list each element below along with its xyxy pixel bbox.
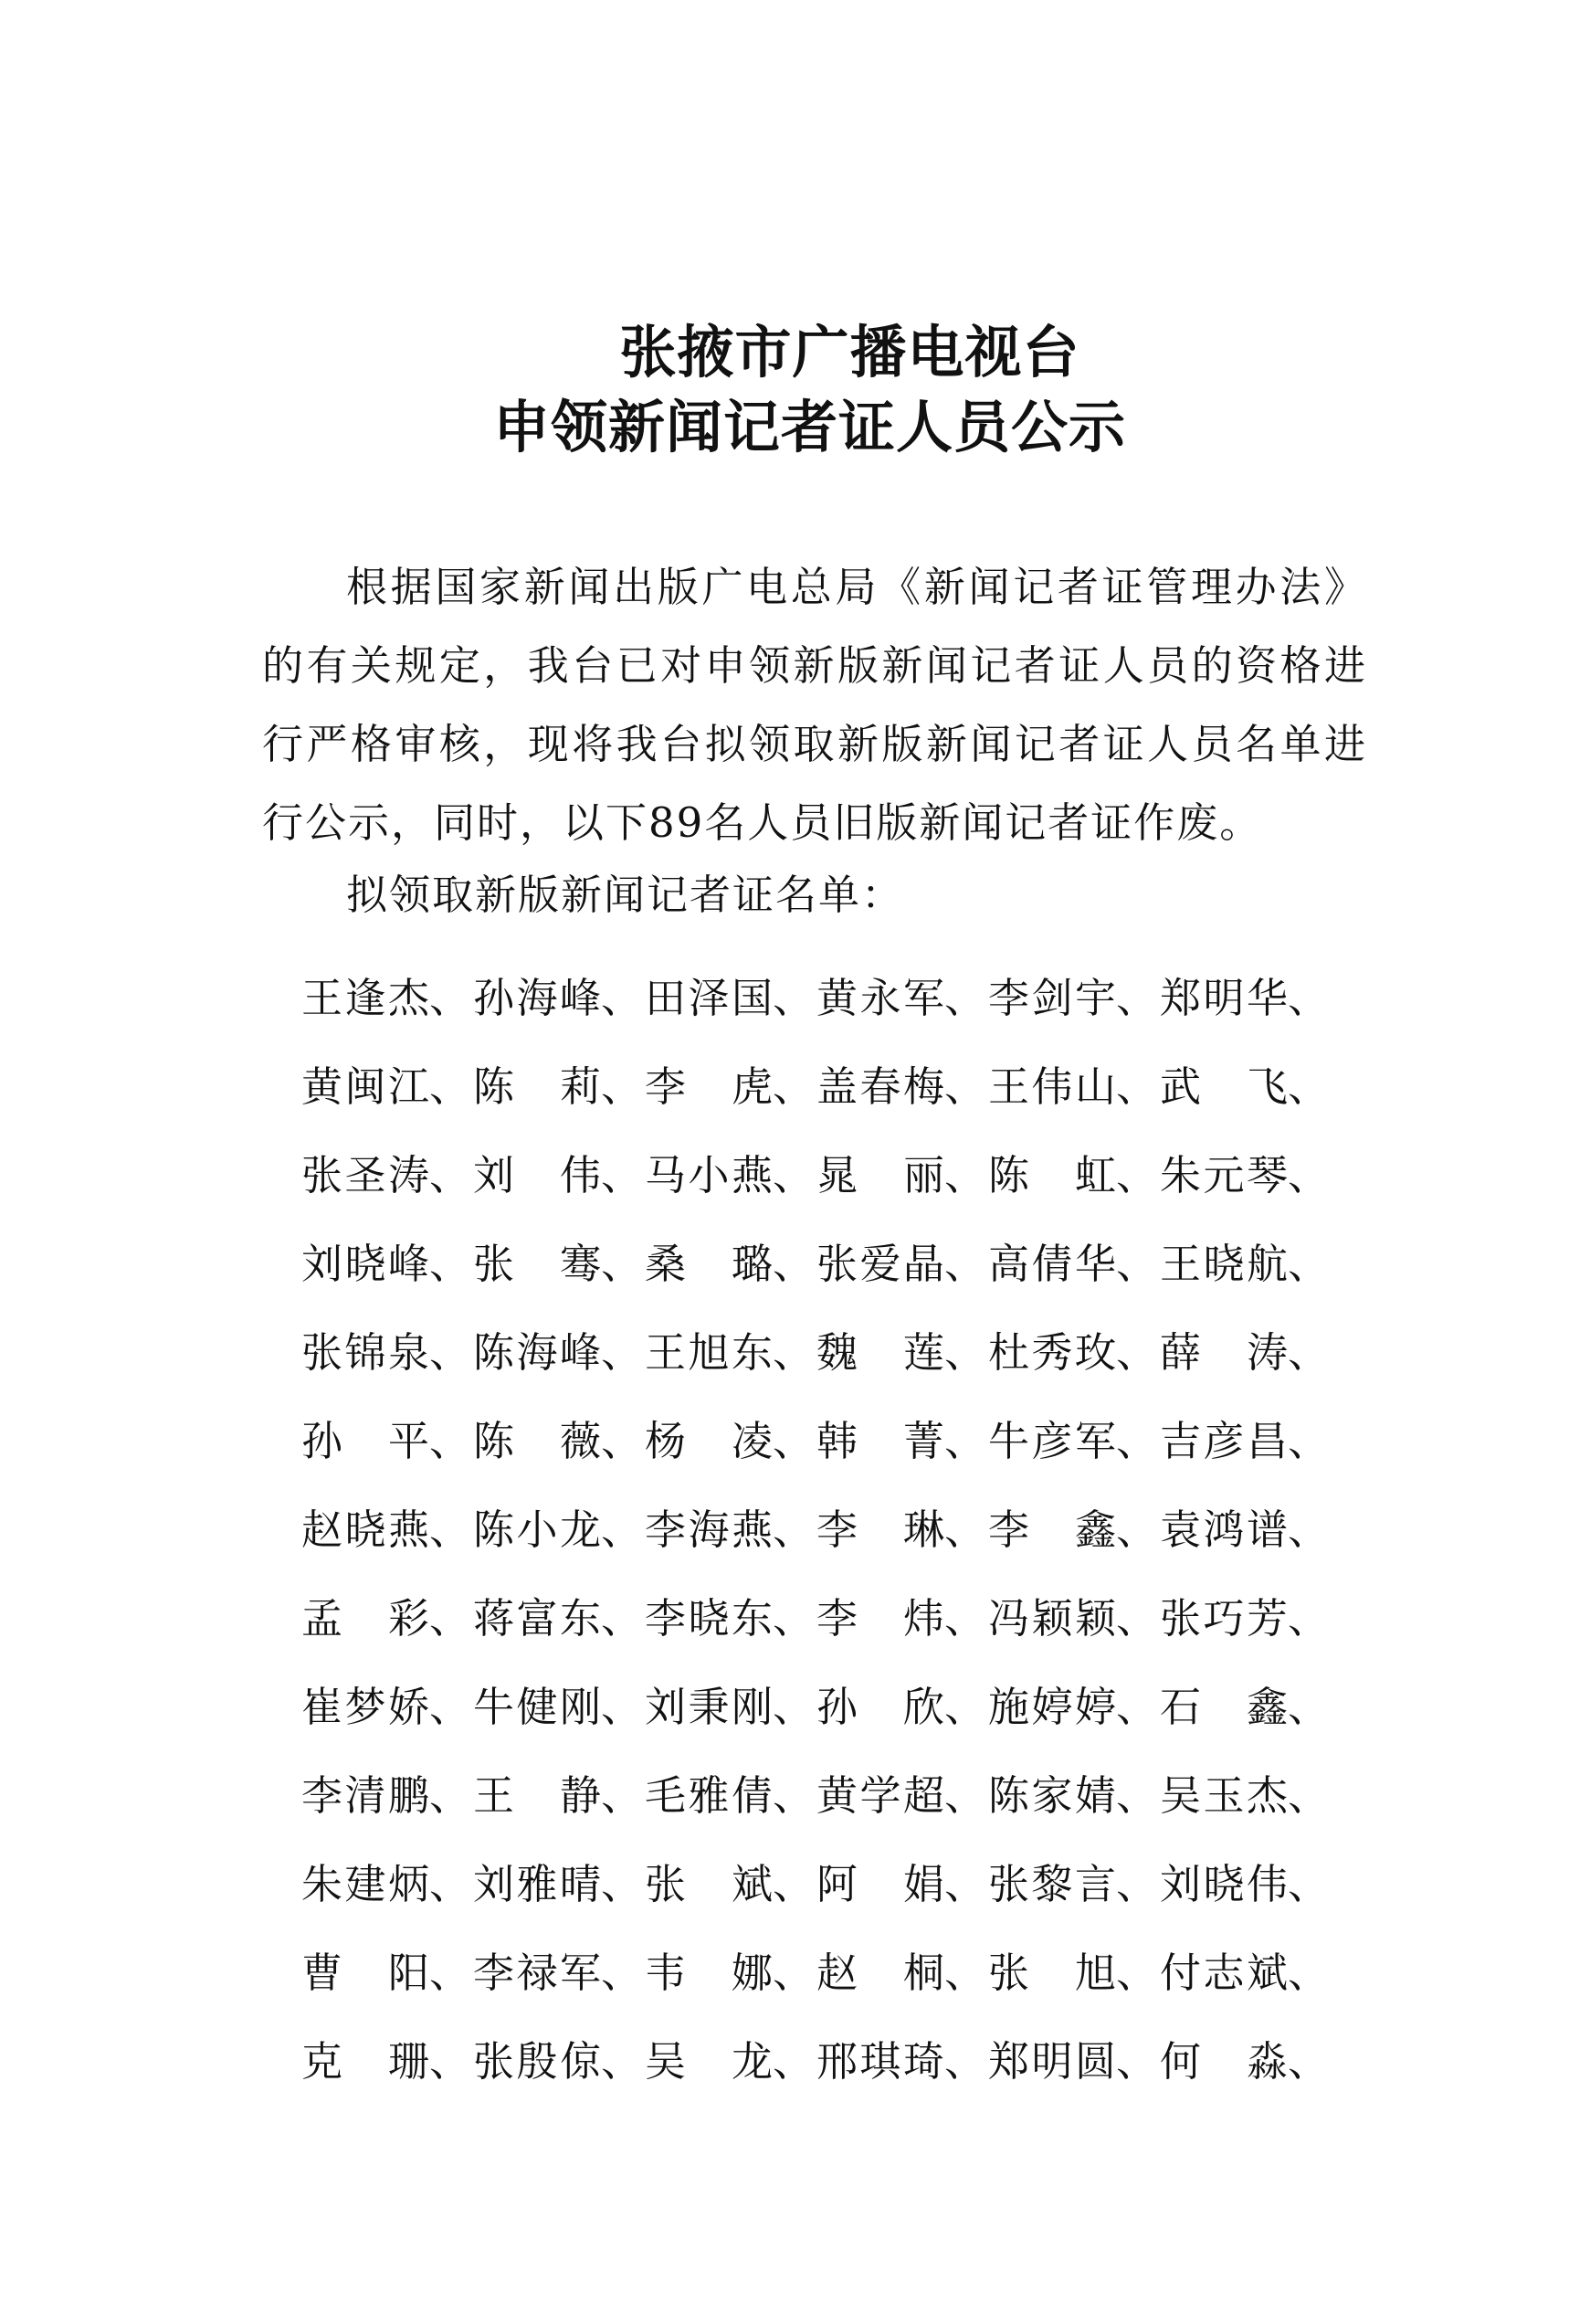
person-name: 施婷婷 [988, 1683, 1116, 1731]
name-list-item [645, 1836, 816, 1925]
name-separator: 、 [1116, 2037, 1158, 2086]
name-separator: 、 [944, 1860, 986, 1908]
person-name: 张爱晶 [816, 1240, 944, 1288]
name-separator: 、 [944, 974, 986, 1022]
person-name: 张斌 [645, 1860, 773, 1908]
person-name: 李海燕 [645, 1505, 773, 1554]
person-name: 张黎言 [988, 1860, 1116, 1908]
person-name: 牛健刚 [473, 1683, 601, 1731]
name-separator: 、 [429, 1771, 471, 1820]
name-list-item [988, 2013, 1160, 2102]
name-list-item [473, 1482, 645, 1570]
name-list [301, 950, 1332, 2102]
name-list-item [1160, 1127, 1332, 1216]
name-separator: 、 [601, 1949, 643, 1997]
document-title-line-1: 张掖市广播电视台 [619, 319, 1080, 386]
name-list-item [988, 1127, 1160, 1216]
name-separator: 、 [773, 1860, 815, 1908]
person-name: 赵桐 [816, 1949, 944, 1997]
name-list-item [1160, 1836, 1332, 1925]
name-list-item [1160, 1482, 1332, 1570]
intro-paragraph: 根据国家新闻出版广电总局《新闻记者证管理办法》的有关规定，我台已对申领新版新闻记者证人员的资格进行严格审核，现将我台拟领取新版新闻记者证人员名单进行公示，同时，以下89名人员旧版新闻记者证作废。 [262, 563, 1367, 847]
name-list-item [1160, 1748, 1332, 1836]
person-name: 韦娜 [645, 1949, 773, 1997]
person-name: 刘秉刚 [645, 1683, 773, 1731]
name-separator: 、 [1116, 1771, 1158, 1820]
person-name: 郑明华 [1160, 974, 1288, 1022]
name-list-item [301, 1659, 473, 1748]
name-list-item [816, 1748, 988, 1836]
person-name: 田泽国 [645, 974, 773, 1022]
document-title-line-2: 申领新闻记者证人员公示 [492, 394, 1126, 460]
person-name: 黄闽江 [301, 1062, 429, 1111]
name-list-item [645, 1216, 816, 1305]
name-list-item [1160, 1659, 1332, 1748]
name-separator: 、 [601, 1860, 643, 1908]
name-separator: 、 [601, 1771, 643, 1820]
name-list-item [816, 950, 988, 1039]
name-list-item [816, 1305, 988, 1393]
person-name: 吴龙 [645, 2037, 773, 2086]
person-name: 冯颖颖 [988, 1594, 1116, 1643]
name-separator: 、 [1288, 1594, 1330, 1643]
person-name: 陈小龙 [473, 1505, 601, 1554]
person-name: 刘伟 [473, 1151, 601, 1199]
name-separator: 、 [1288, 974, 1330, 1022]
name-separator: 、 [1116, 1505, 1158, 1554]
name-separator: 、 [773, 1771, 815, 1820]
name-list-item [1160, 1570, 1332, 1659]
person-name: 李禄军 [473, 1949, 601, 1997]
name-separator: 、 [601, 1328, 643, 1377]
name-list-item [473, 1127, 645, 1216]
name-list-item [473, 1216, 645, 1305]
name-separator: 、 [429, 1949, 471, 1997]
person-name: 毛雅倩 [645, 1771, 773, 1820]
person-name: 李炜 [816, 1594, 944, 1643]
name-list-item [816, 1659, 988, 1748]
person-name: 陈薇 [473, 1417, 601, 1465]
name-list-item [301, 950, 473, 1039]
name-separator: 、 [944, 1151, 986, 1199]
name-separator: 、 [773, 2037, 815, 2086]
person-name: 牛彦军 [988, 1417, 1116, 1465]
name-list-item [301, 1570, 473, 1659]
person-name: 朱元琴 [1160, 1151, 1288, 1199]
name-list-item [988, 1482, 1160, 1570]
name-list-item [301, 1482, 473, 1570]
name-list-item [301, 1748, 473, 1836]
name-separator: 、 [1116, 1062, 1158, 1111]
person-name: 崔梦娇 [301, 1683, 429, 1731]
name-separator: 、 [1116, 974, 1158, 1022]
person-name: 李晓东 [645, 1594, 773, 1643]
name-separator: 、 [1288, 1860, 1330, 1908]
name-list-item [1160, 1216, 1332, 1305]
person-name: 王旭东 [645, 1328, 773, 1377]
name-separator: 、 [429, 1860, 471, 1908]
name-list-item [301, 1039, 473, 1127]
name-list-item [1160, 1305, 1332, 1393]
name-separator: 、 [601, 1240, 643, 1288]
name-list-item [645, 1659, 816, 1748]
name-list-item [988, 1305, 1160, 1393]
name-list-item [473, 1748, 645, 1836]
person-name: 郑明圆 [988, 2037, 1116, 2086]
name-list-item [645, 1393, 816, 1482]
person-name: 张殷倞 [473, 2037, 601, 2086]
person-name: 陈家婧 [988, 1771, 1116, 1820]
person-name: 袁鸿谱 [1160, 1505, 1288, 1554]
person-name: 石鑫 [1160, 1683, 1288, 1731]
name-separator: 、 [773, 1949, 815, 1997]
name-list-item [1160, 1925, 1332, 2013]
name-list-item [988, 1039, 1160, 1127]
person-name: 盖春梅 [816, 1062, 944, 1111]
name-separator: 、 [944, 1328, 986, 1377]
person-name: 邢琪琦 [816, 2037, 944, 2086]
name-list-item [988, 1393, 1160, 1482]
name-separator: 、 [773, 1505, 815, 1554]
name-separator: 、 [601, 1683, 643, 1731]
name-separator: 、 [773, 1240, 815, 1288]
name-list-item [988, 1570, 1160, 1659]
person-name: 陈海峰 [473, 1328, 601, 1377]
name-list-item [645, 1305, 816, 1393]
name-separator: 、 [1288, 1417, 1330, 1465]
person-name: 何淼 [1160, 2037, 1288, 2086]
person-name: 薛涛 [1160, 1328, 1288, 1377]
name-list-item [473, 950, 645, 1039]
name-separator: 、 [601, 1594, 643, 1643]
person-name: 王静 [473, 1771, 601, 1820]
name-separator: 、 [1116, 1594, 1158, 1643]
name-separator: 、 [1288, 1771, 1330, 1820]
name-separator: 、 [429, 1683, 471, 1731]
name-list-item [645, 1039, 816, 1127]
name-separator: 、 [773, 1151, 815, 1199]
person-name: 孙海峰 [473, 974, 601, 1022]
name-separator: 、 [429, 1328, 471, 1377]
name-separator: 、 [1288, 2037, 1330, 2086]
name-list-item [645, 1925, 816, 2013]
name-separator: 、 [429, 1151, 471, 1199]
name-list-item [473, 1836, 645, 1925]
name-list-item [1160, 1039, 1332, 1127]
name-list-item [473, 1039, 645, 1127]
person-name: 付志斌 [1160, 1949, 1288, 1997]
name-list-item [988, 1836, 1160, 1925]
name-list-item [301, 1127, 473, 1216]
name-separator: 、 [1288, 1240, 1330, 1288]
name-list-item [816, 2013, 988, 2102]
name-separator: 、 [429, 2037, 471, 2086]
name-list-item [1160, 950, 1332, 1039]
person-name: 马小燕 [645, 1151, 773, 1199]
name-separator: 、 [1288, 1683, 1330, 1731]
name-list-item [816, 1925, 988, 2013]
name-list-item [988, 950, 1160, 1039]
name-list-item [473, 1305, 645, 1393]
person-name: 武飞 [1160, 1062, 1288, 1111]
name-list-item [473, 1925, 645, 2013]
person-name: 刘晓峰 [301, 1240, 429, 1288]
person-name: 桑璐 [645, 1240, 773, 1288]
name-separator: 、 [1288, 1328, 1330, 1377]
person-name: 晁丽 [816, 1151, 944, 1199]
name-separator: 、 [1288, 1151, 1330, 1199]
name-separator: 、 [1116, 1417, 1158, 1465]
name-list-item [473, 1659, 645, 1748]
name-separator: 、 [429, 1505, 471, 1554]
name-separator: 、 [773, 1062, 815, 1111]
name-separator: 、 [429, 1240, 471, 1288]
name-separator: 、 [773, 1328, 815, 1377]
name-separator: 、 [429, 974, 471, 1022]
person-name: 李剑宇 [988, 974, 1116, 1022]
person-name: 阿娟 [816, 1860, 944, 1908]
person-name: 刘雅晴 [473, 1860, 601, 1908]
person-name: 张锦泉 [301, 1328, 429, 1377]
name-separator: 、 [944, 1505, 986, 1554]
person-name: 曹阳 [301, 1949, 429, 1997]
name-separator: 、 [1116, 1949, 1158, 1997]
name-separator: 、 [601, 1151, 643, 1199]
name-list-item [816, 1127, 988, 1216]
person-name: 李虎 [645, 1062, 773, 1111]
name-separator: 、 [601, 1417, 643, 1465]
name-list-item [816, 1039, 988, 1127]
person-name: 吉彦昌 [1160, 1417, 1288, 1465]
name-separator: 、 [773, 1683, 815, 1731]
person-name: 孙欣 [816, 1683, 944, 1731]
name-list-item [301, 1216, 473, 1305]
person-name: 王逢杰 [301, 974, 429, 1022]
name-separator: 、 [601, 974, 643, 1022]
name-separator: 、 [1116, 1860, 1158, 1908]
name-list-item [645, 2013, 816, 2102]
name-list-item [1160, 1393, 1332, 1482]
name-list-item [301, 1393, 473, 1482]
name-separator: 、 [429, 1062, 471, 1111]
person-name: 孙平 [301, 1417, 429, 1465]
name-separator: 、 [601, 2037, 643, 2086]
name-list-item [988, 1925, 1160, 2013]
name-list-item [816, 1570, 988, 1659]
name-separator: 、 [773, 1594, 815, 1643]
name-separator: 、 [1288, 1062, 1330, 1111]
name-list-item [816, 1482, 988, 1570]
name-separator: 、 [944, 1949, 986, 1997]
list-heading: 拟领取新版新闻记者证名单： [346, 871, 905, 919]
name-list-item [988, 1216, 1160, 1305]
name-list-item [816, 1216, 988, 1305]
person-name: 魏莲 [816, 1328, 944, 1377]
name-list-item [301, 1305, 473, 1393]
person-name: 陈虹 [988, 1151, 1116, 1199]
person-name: 张圣涛 [301, 1151, 429, 1199]
name-separator: 、 [429, 1417, 471, 1465]
name-list-item [645, 950, 816, 1039]
name-list-item [473, 1393, 645, 1482]
name-list-item [473, 2013, 645, 2102]
name-separator: 、 [1116, 1328, 1158, 1377]
name-separator: 、 [1288, 1949, 1330, 1997]
person-name: 孟彩 [301, 1594, 429, 1643]
name-separator: 、 [944, 1594, 986, 1643]
name-list-item [301, 1836, 473, 1925]
name-list-item [645, 1570, 816, 1659]
name-separator: 、 [944, 1683, 986, 1731]
name-list-item [816, 1393, 988, 1482]
name-list-item [816, 1836, 988, 1925]
person-name: 李清鹏 [301, 1771, 429, 1820]
name-separator: 、 [773, 974, 815, 1022]
name-list-item [645, 1127, 816, 1216]
name-separator: 、 [429, 1594, 471, 1643]
person-name: 克珊 [301, 2037, 429, 2086]
name-list-item [988, 1748, 1160, 1836]
person-name: 李鑫 [988, 1505, 1116, 1554]
person-name: 杨凌 [645, 1417, 773, 1465]
name-separator: 、 [1116, 1240, 1158, 1288]
person-name: 高倩华 [988, 1240, 1116, 1288]
name-separator: 、 [944, 1771, 986, 1820]
person-name: 杜秀玫 [988, 1328, 1116, 1377]
person-name: 朱建炳 [301, 1860, 429, 1908]
person-name: 张旭 [988, 1949, 1116, 1997]
person-name: 赵晓燕 [301, 1505, 429, 1554]
name-separator: 、 [1288, 1505, 1330, 1554]
name-list-item [645, 1748, 816, 1836]
person-name: 张骞 [473, 1240, 601, 1288]
name-list-item [301, 2013, 473, 2102]
name-list-item [473, 1570, 645, 1659]
name-list-item [1160, 2013, 1332, 2102]
name-separator: 、 [1116, 1683, 1158, 1731]
name-separator: 、 [773, 1417, 815, 1465]
person-name: 黄永军 [816, 974, 944, 1022]
person-name: 黄学超 [816, 1771, 944, 1820]
name-separator: 、 [601, 1505, 643, 1554]
person-name: 王晓航 [1160, 1240, 1288, 1288]
name-separator: 、 [944, 2037, 986, 2086]
person-name: 王伟山 [988, 1062, 1116, 1111]
name-separator: 、 [1116, 1151, 1158, 1199]
name-list-item [645, 1482, 816, 1570]
name-separator: 、 [601, 1062, 643, 1111]
person-name: 吴玉杰 [1160, 1771, 1288, 1820]
person-name: 刘晓伟 [1160, 1860, 1288, 1908]
person-name: 蒋富东 [473, 1594, 601, 1643]
name-separator: 、 [944, 1062, 986, 1111]
person-name: 陈莉 [473, 1062, 601, 1111]
person-name: 张巧芳 [1160, 1594, 1288, 1643]
name-separator: 、 [944, 1240, 986, 1288]
name-separator: 、 [944, 1417, 986, 1465]
name-list-item [301, 1925, 473, 2013]
person-name: 韩菁 [816, 1417, 944, 1465]
name-list-item [988, 1659, 1160, 1748]
person-name: 李琳 [816, 1505, 944, 1554]
